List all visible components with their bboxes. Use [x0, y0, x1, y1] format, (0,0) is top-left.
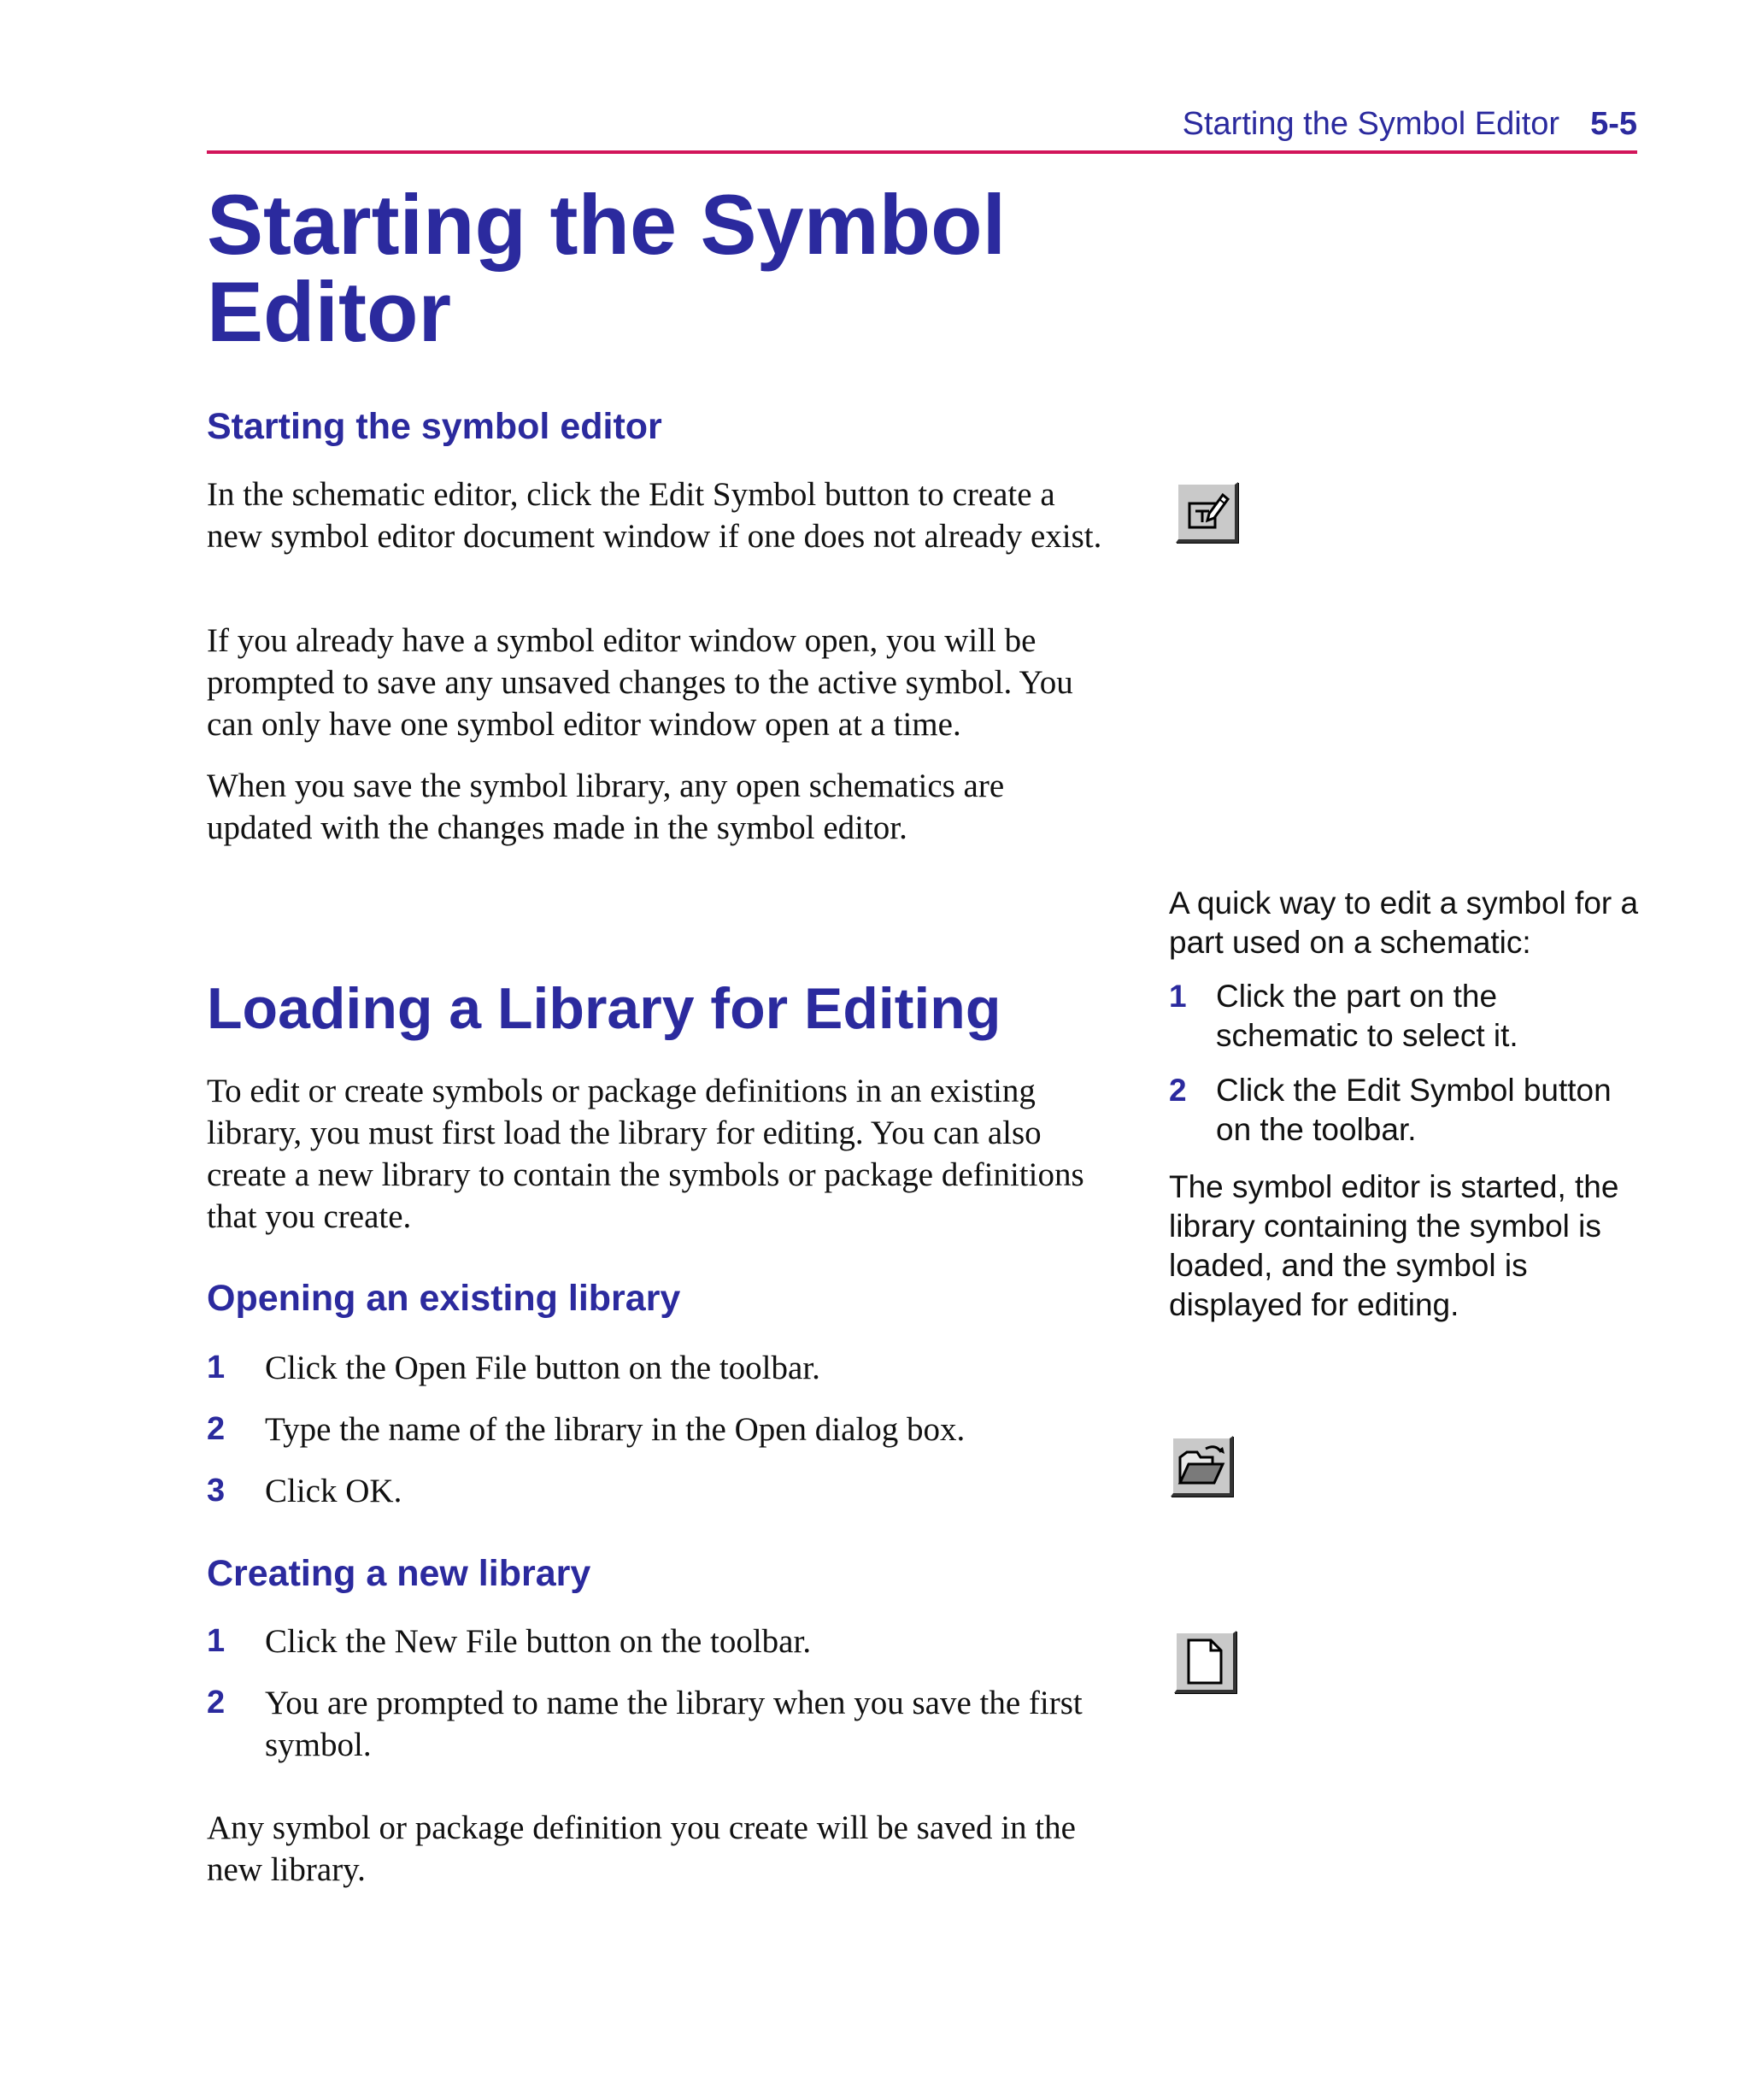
header-rule [207, 150, 1637, 154]
step-text: You are prompted to name the library when you save the first symbol. [265, 1685, 1083, 1763]
step-number: 2 [207, 1411, 226, 1447]
list-item [207, 1621, 1113, 1662]
paragraph-save-library: When you save the symbol library, any open schematics are updated with the changes made in the symbol editor. [207, 768, 1005, 846]
edit-symbol-button-illustration [1176, 482, 1238, 543]
paragraph-new-library-closing: Any symbol or package definition you create will be saved in the new library. [207, 1809, 1076, 1888]
new-file-icon [1177, 1633, 1233, 1690]
sidebar-steps-list [1169, 977, 1647, 1165]
sidebar-intro: A quick way to edit a symbol for a part used on a schematic: [1169, 885, 1639, 960]
chapter-title: Starting the Symbol Editor [207, 177, 1007, 359]
edit-symbol-icon [1178, 485, 1235, 539]
running-title: Starting the Symbol Editor [1182, 106, 1560, 142]
page-number: 5-5 [1590, 106, 1637, 142]
open-folder-icon [1173, 1438, 1230, 1493]
opening-steps-list [207, 1347, 1113, 1532]
heading-starting-symbol-editor: Starting the symbol editor [207, 406, 662, 447]
sidebar-result: The symbol editor is started, the library containing the symbol is loaded, and the symbol is displayed for editing. [1169, 1169, 1619, 1322]
heading-creating-library: Creating a new library [207, 1553, 591, 1594]
step-text: Click OK. [265, 1473, 402, 1509]
new-file-button-illustration [1174, 1631, 1236, 1693]
paragraph-loading-intro: To edit or create symbols or package definitions in an existing library, you must first load the library for editing. You can also create a new library to contain the symbols or package definitions that you create. [207, 1073, 1084, 1235]
step-number: 1 [207, 1623, 226, 1659]
step-text: Click the Edit Symbol button on the toolbar. [1216, 1073, 1612, 1147]
open-file-button-illustration [1171, 1436, 1233, 1497]
step-text: Type the name of the library in the Open dialog box. [265, 1411, 966, 1448]
step-number: 2 [207, 1685, 226, 1721]
heading-loading-library: Loading a Library for Editing [207, 976, 1001, 1041]
list-item [1169, 977, 1647, 1056]
step-text: Click the New File button on the toolbar. [265, 1623, 812, 1660]
list-item [1169, 1071, 1647, 1150]
paragraph-edit-symbol: In the schematic editor, click the Edit Symbol button to create a new symbol editor document window if one does not already exist. [207, 476, 1102, 555]
step-number: 1 [207, 1350, 226, 1385]
step-number: 3 [207, 1473, 226, 1509]
list-item [207, 1347, 1113, 1389]
step-text: Click the part on the schematic to select it. [1216, 979, 1518, 1053]
list-item [207, 1470, 1113, 1512]
heading-opening-library: Opening an existing library [207, 1278, 681, 1319]
step-text: Click the Open File button on the toolbar. [265, 1350, 820, 1386]
paragraph-unsaved-changes: If you already have a symbol editor window open, you will be prompted to save any unsaved changes to the active symbol. You can only have one symbol editor window open at a time. [207, 622, 1073, 743]
running-header [1183, 106, 1637, 143]
step-number: 2 [1169, 1073, 1187, 1108]
creating-steps-list [207, 1621, 1113, 1785]
step-number: 1 [1169, 979, 1187, 1014]
list-item [207, 1682, 1113, 1766]
list-item [207, 1409, 1113, 1450]
